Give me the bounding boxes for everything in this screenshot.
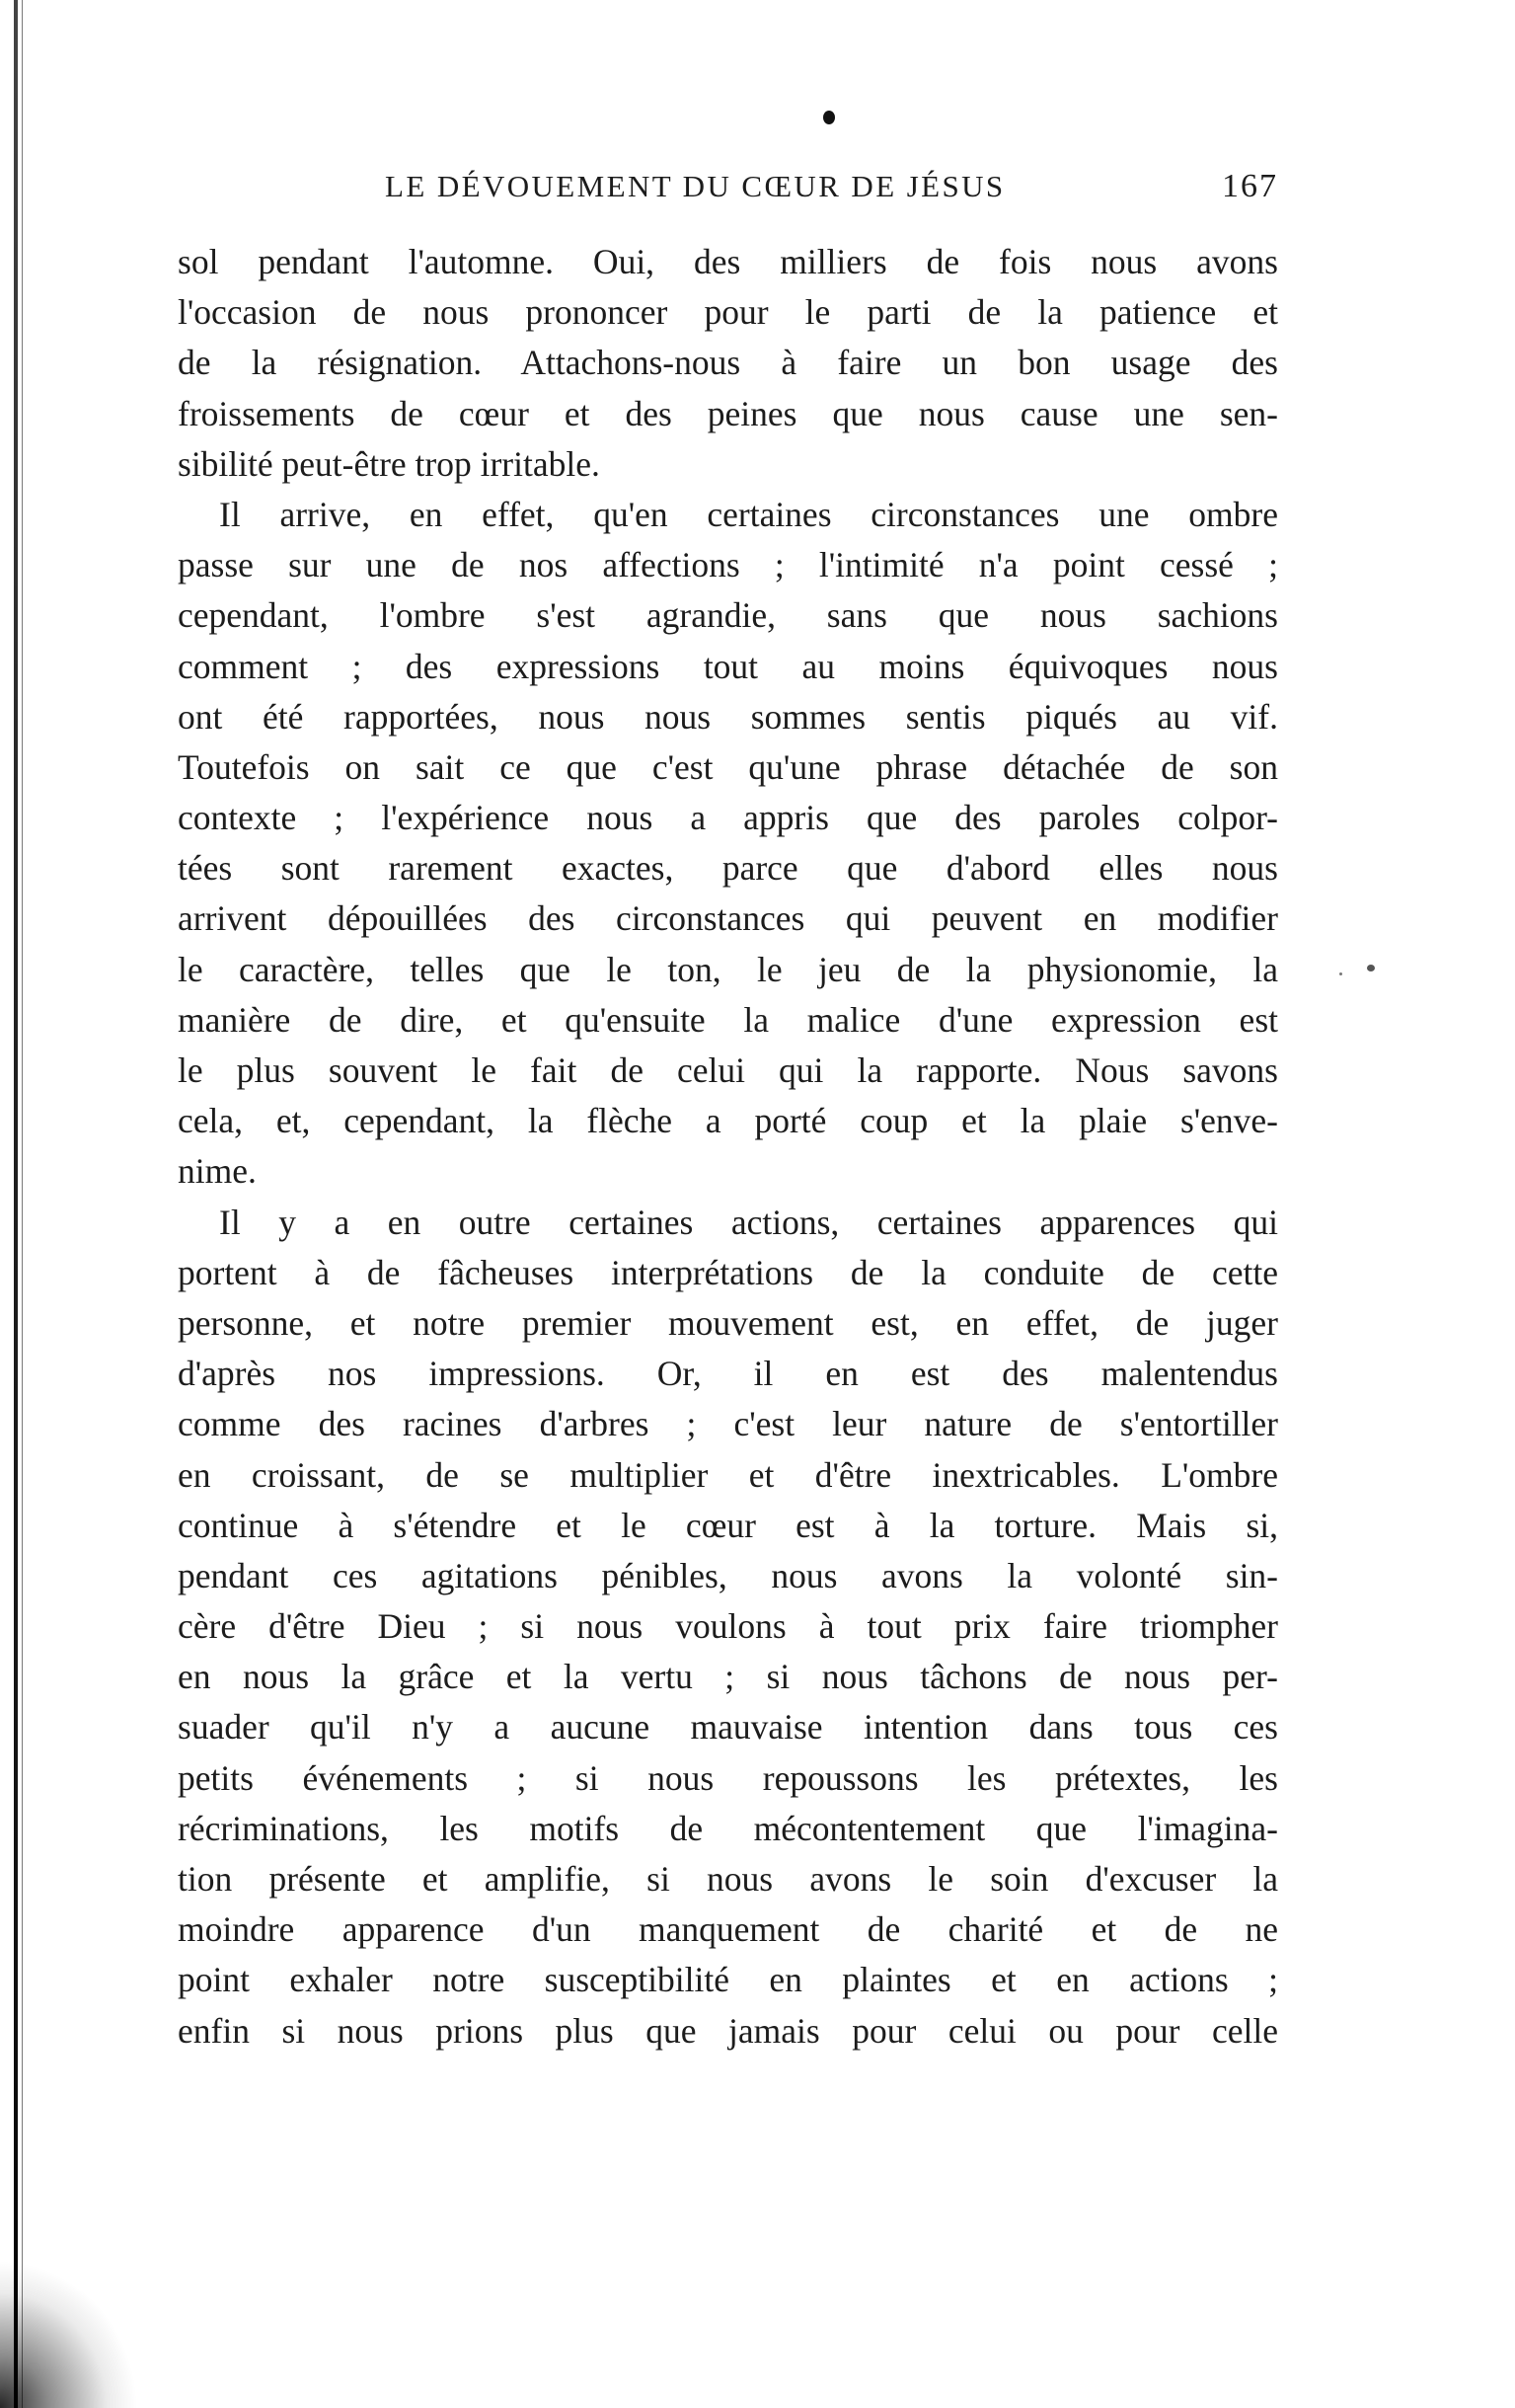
text-line: en croissant, de se multiplier et d'être inextricables. L'ombre (178, 1454, 1278, 1495)
ink-dot-mark (823, 111, 835, 124)
text-line: contexte ; l'expérience nous a appris que des paroles colpor- (178, 798, 1278, 838)
text-line: de la résignation. Attachons-nous à faire un bon usage des (178, 343, 1278, 383)
text-line: personne, et notre premier mouvement est, en effet, de juger (178, 1302, 1278, 1343)
text-line: ont été rapportées, nous nous sommes sentis piqués au vif. (178, 696, 1278, 737)
binding-thin-line (22, 0, 23, 2408)
text-line: tion présente et amplifie, si nous avons le soin d'excuser la (178, 1859, 1278, 1899)
text-line: cependant, l'ombre s'est agrandie, sans que nous sachions (178, 595, 1278, 636)
text-line: d'après nos impressions. Or, il en est des malentendus (178, 1354, 1278, 1394)
text-line: sibilité peut-être trop irritable. (178, 443, 600, 484)
corner-shadow (0, 2260, 138, 2408)
text-line: comment ; des expressions tout au moins équivoques nous (178, 646, 1278, 686)
text-line: tées sont rarement exactes, parce que d'abord elles nous (178, 848, 1278, 889)
binding-shadow-line (14, 0, 18, 2408)
body-text (178, 237, 1278, 2057)
text-line: le plus souvent le fait de celui qui la rapporte. Nous savons (178, 1050, 1278, 1090)
text-line: l'occasion de nous prononcer pour le parti de la patience et (178, 292, 1278, 333)
text-line: pendant ces agitations pénibles, nous avons la volonté sin- (178, 1555, 1278, 1595)
text-line: cère d'être Dieu ; si nous voulons à tout prix faire triompher (178, 1606, 1278, 1647)
text-line: comme des racines d'arbres ; c'est leur nature de s'entortiller (178, 1404, 1278, 1444)
text-line: arrivent dépouillées des circonstances qui peuvent en modifier (178, 898, 1278, 939)
text-line: récriminations, les motifs de mécontentement que l'imagina- (178, 1808, 1278, 1848)
text-line: cela, et, cependant, la flèche a porté coup et la plaie s'enve- (178, 1101, 1278, 1141)
text-line: passe sur une de nos affections ; l'intimité n'a point cessé ; (178, 545, 1278, 585)
page-binding-edge (0, 0, 34, 2408)
text-line: le caractère, telles que le ton, le jeu de la physionomie, la (178, 949, 1278, 989)
margin-speck-small (1339, 972, 1342, 975)
paragraph-first-line: Il arrive, en effet, qu'en certaines circonstances une ombre (219, 494, 1278, 534)
text-line: portent à de fâcheuses interprétations de la conduite de cette (178, 1252, 1278, 1292)
text-line: froissements de cœur et des peines que nous cause une sen- (178, 393, 1278, 433)
page-number: 167 (1222, 168, 1278, 204)
text-line: Toutefois on sait ce que c'est qu'une phrase détachée de son (178, 746, 1278, 787)
text-line: petits événements ; si nous repoussons les prétextes, les (178, 1757, 1278, 1798)
page-header (178, 162, 1278, 211)
running-title: LE DÉVOUEMENT DU CŒUR DE JÉSUS (385, 169, 1006, 203)
text-line: continue à s'étendre et le cœur est à la torture. Mais si, (178, 1505, 1278, 1545)
text-line: nime. (178, 1151, 257, 1192)
text-line: enfin si nous prions plus que jamais pour celui ou pour celle (178, 2010, 1278, 2051)
paragraph-first-line: Il y a en outre certaines actions, certaines apparences qui (219, 1202, 1278, 1242)
margin-speck (1367, 965, 1375, 971)
text-line: point exhaler notre susceptibilité en plaintes et en actions ; (178, 1960, 1278, 2000)
text-line: suader qu'il n'y a aucune mauvaise intention dans tous ces (178, 1707, 1278, 1748)
text-line: en nous la grâce et la vertu ; si nous tâchons de nous per- (178, 1657, 1278, 1697)
text-line: manière de dire, et qu'ensuite la malice d'une expression est (178, 999, 1278, 1040)
text-line: moindre apparence d'un manquement de charité et de ne (178, 1909, 1278, 1950)
text-line: sol pendant l'automne. Oui, des milliers de fois nous avons (178, 242, 1278, 281)
